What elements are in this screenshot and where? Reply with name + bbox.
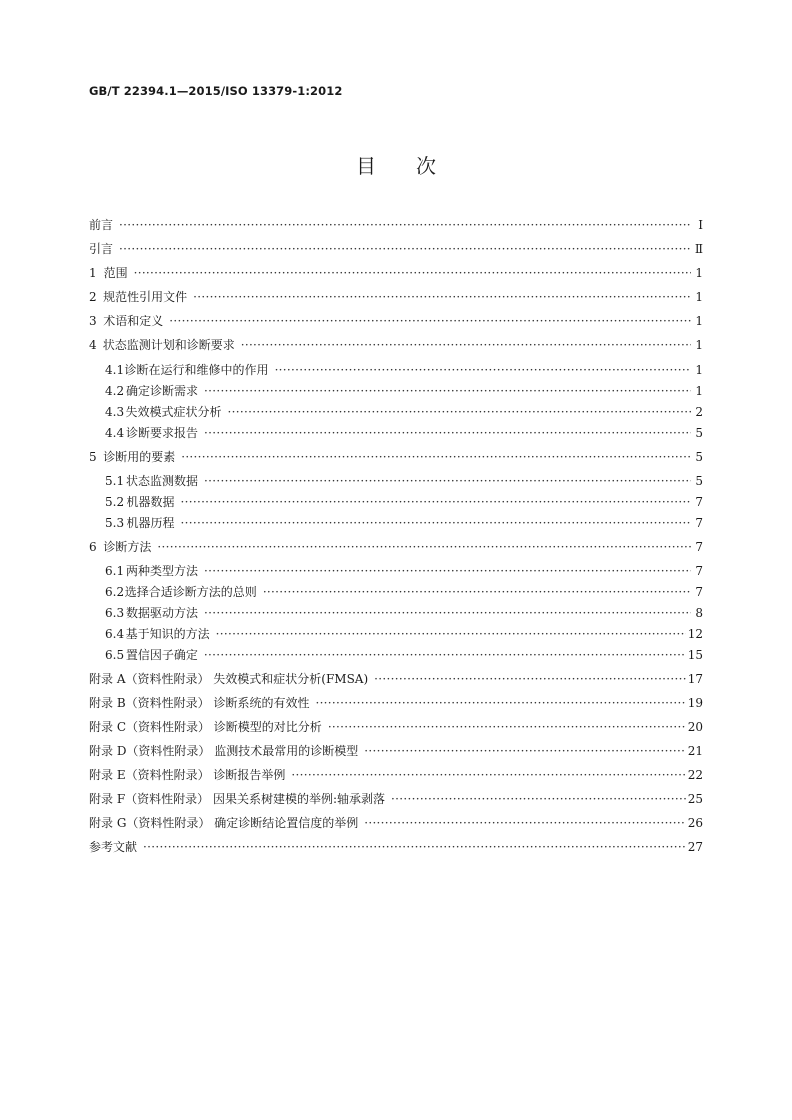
toc-entry-page-number: 19 [687, 696, 703, 710]
toc-entry-number: 3 [89, 314, 97, 328]
dot-leader [157, 538, 691, 556]
page-title: 目次 [356, 154, 476, 178]
dot-leader [181, 493, 692, 511]
toc-entry[interactable] [105, 361, 703, 379]
toc-entry-number: 4.4 [105, 426, 125, 440]
toc-entry[interactable] [89, 448, 703, 466]
dot-leader [181, 514, 692, 532]
dot-leader [364, 814, 686, 832]
toc-entry-number: 4.3 [105, 405, 125, 419]
toc-entry-page-number: 7 [695, 564, 703, 578]
dot-leader [315, 694, 685, 712]
toc-entry-page-number: 26 [687, 816, 703, 830]
toc-entry[interactable] [89, 336, 703, 354]
dot-leader [143, 838, 686, 856]
toc-entry-label: 附录 B（资料性附录） 诊断系统的有效性 [89, 696, 310, 710]
dot-leader [169, 312, 691, 330]
toc-entry-label: 附录 G（资料性附录） 确定诊断结论置信度的举例 [89, 816, 359, 830]
toc-entry[interactable] [105, 493, 703, 511]
dot-leader [134, 264, 691, 282]
dot-leader [216, 625, 686, 643]
toc-entry[interactable] [89, 288, 703, 306]
toc-entry[interactable] [89, 670, 703, 688]
toc-entry-number: 6.2 [105, 585, 125, 599]
dot-leader [119, 240, 691, 258]
toc-entry-page-number: 27 [687, 840, 703, 854]
toc-entry[interactable] [105, 625, 703, 643]
toc-entry[interactable] [105, 424, 703, 442]
dot-leader [328, 718, 686, 736]
dot-leader [374, 670, 686, 688]
toc-entry-page-number: 17 [687, 672, 703, 686]
dot-leader [204, 424, 691, 442]
toc-entry-page-number: 21 [687, 744, 703, 758]
dot-leader [204, 562, 691, 580]
dot-leader [228, 403, 691, 421]
toc-entry-page-number: 2 [695, 405, 703, 419]
dot-leader [204, 604, 691, 622]
toc-entry-page-number: 7 [695, 495, 703, 509]
dot-leader [193, 288, 691, 306]
toc-entry[interactable] [89, 240, 703, 258]
toc-entry-number: 6.1 [105, 564, 125, 578]
toc-entry-number: 4.2 [105, 384, 125, 398]
dot-leader [181, 448, 691, 466]
toc-entry-label: 附录 C（资料性附录） 诊断模型的对比分析 [89, 720, 322, 734]
toc-entry-page-number: 20 [687, 720, 703, 734]
dot-leader [241, 336, 691, 354]
standard-header: GB/T 22394.1—2015/ISO 13379-1:2012 [89, 84, 343, 98]
toc-entry-number: 6.3 [105, 606, 125, 620]
toc-entry-page-number: 1 [695, 338, 703, 352]
toc-entry-number: 5.1 [105, 474, 125, 488]
toc-entry-page-number: 1 [695, 266, 703, 280]
toc-entry[interactable] [89, 742, 703, 760]
toc-entry[interactable] [105, 604, 703, 622]
toc-entry-label: 附录 A（资料性附录） 失效模式和症状分析(FMSA) [89, 672, 369, 686]
toc-entry-page-number: 25 [687, 792, 703, 806]
toc-entry[interactable] [105, 646, 703, 664]
toc-entry-number: 1 [89, 266, 97, 280]
dot-leader [275, 361, 691, 379]
toc-entry-number: 5.3 [105, 516, 125, 530]
toc-entry-label: 诊断方法 [103, 540, 152, 554]
toc-entry-number: 4 [89, 338, 97, 352]
toc-entry-page-number: 5 [695, 426, 703, 440]
toc-entry-label: 两种类型方法 [126, 564, 199, 578]
toc-entry-page-number: 22 [687, 768, 703, 782]
toc-entry[interactable] [89, 264, 703, 282]
toc-entry[interactable] [89, 312, 703, 330]
dot-leader [391, 790, 686, 808]
dot-leader [263, 583, 691, 601]
toc-entry[interactable] [89, 766, 703, 784]
toc-entry-label: 基于知识的方法 [125, 627, 210, 641]
toc-entry[interactable] [89, 790, 703, 808]
toc-entry-label: 附录 E（资料性附录） 诊断报告举例 [89, 768, 286, 782]
toc-entry-page-number: 5 [695, 450, 703, 464]
toc-entry-label: 状态监测计划和诊断要求 [102, 338, 235, 352]
dot-leader [364, 742, 685, 760]
toc-entry-label: 诊断要求报告 [126, 426, 199, 440]
toc-entry-page-number: 1 [695, 290, 703, 304]
toc-entry-label: 诊断用的要素 [103, 450, 176, 464]
toc-entry-label: 规范性引用文件 [103, 290, 188, 304]
toc-entry[interactable] [105, 403, 703, 421]
toc-entry-number: 6 [89, 540, 97, 554]
dot-leader [204, 646, 686, 664]
toc-entry-page-number: 7 [695, 516, 703, 530]
toc-entry[interactable] [105, 382, 703, 400]
toc-entry-number: 2 [89, 290, 97, 304]
toc-entry-number: 5 [89, 450, 97, 464]
toc-entry-page-number: 1 [695, 363, 703, 377]
toc-entry-label: 附录 D（资料性附录） 监测技术最常用的诊断模型 [89, 744, 359, 758]
toc-entry[interactable] [105, 562, 703, 580]
dot-leader [119, 216, 691, 234]
toc-entry-number: 6.4 [105, 627, 125, 641]
toc-entry-label: 引言 [89, 242, 114, 256]
toc-entry-label: 参考文献 [89, 840, 138, 854]
toc-entry-label: 数据驱动方法 [126, 606, 199, 620]
toc-entry[interactable] [89, 694, 703, 712]
toc-entry-number: 6.5 [105, 648, 125, 662]
toc-entry-page-number: 7 [695, 585, 703, 599]
toc-entry[interactable] [89, 718, 703, 736]
toc-entry-page-number: 1 [695, 384, 703, 398]
toc-entry-label: 术语和定义 [103, 314, 164, 328]
toc-entry[interactable] [89, 216, 703, 234]
dot-leader [204, 382, 691, 400]
dot-leader [204, 472, 691, 490]
toc-entry-label: 置信因子确定 [125, 648, 198, 662]
toc-entry-label: 选择合适诊断方法的总则 [124, 585, 257, 599]
toc-entry-page-number: 5 [695, 474, 703, 488]
toc-entry-label: 机器历程 [126, 516, 175, 530]
toc-entry-page-number: 8 [695, 606, 703, 620]
toc-entry[interactable] [89, 838, 703, 856]
toc-entry[interactable] [105, 472, 703, 490]
toc-entry[interactable] [105, 514, 703, 532]
dot-leader [291, 766, 685, 784]
toc-entry-label: 诊断在运行和维修中的作用 [124, 363, 269, 377]
toc-entry-label: 确定诊断需求 [126, 384, 199, 398]
toc-entry-page-number: 15 [687, 648, 703, 662]
toc-entry-page-number: Ⅱ [694, 242, 703, 256]
toc-entry-page-number: 7 [695, 540, 703, 554]
toc-entry-label: 状态监测数据 [126, 474, 199, 488]
toc-entry-page-number: Ⅰ [698, 218, 703, 232]
toc-entry-number: 4.1 [105, 363, 125, 377]
toc-entry[interactable] [105, 583, 703, 601]
toc-entry-label: 附录 F（资料性附录） 因果关系树建模的举例:轴承剥落 [89, 792, 386, 806]
toc-entry-label: 失效模式症状分析 [125, 405, 222, 419]
toc-entry[interactable] [89, 538, 703, 556]
toc-entry-page-number: 1 [695, 314, 703, 328]
toc-entry-page-number: 12 [687, 627, 703, 641]
toc-entry-label: 机器数据 [126, 495, 175, 509]
toc-entry[interactable] [89, 814, 703, 832]
toc-entry-label: 前言 [89, 218, 114, 232]
toc-entry-label: 范围 [103, 266, 128, 280]
toc-entry-number: 5.2 [105, 495, 125, 509]
